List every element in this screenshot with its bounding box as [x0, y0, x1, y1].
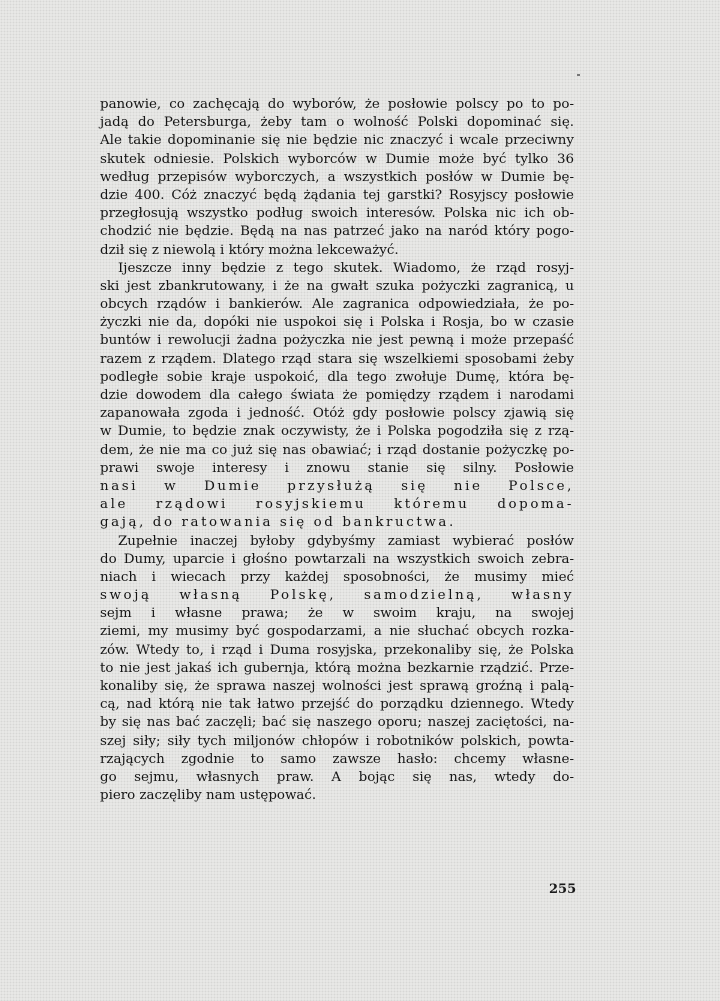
text-line: to nie jest jakaś ich gubernja, którą można bezkarnie rządzić. Prze-: [100, 660, 574, 676]
text-line: dzie dowodem dla całego świata że pomiędzy rządem i narodami: [100, 388, 574, 403]
text-line: rzających zgodnie to samo zawsze hasło: chcemy własne-: [100, 751, 574, 767]
text-line: dem, że nie ma co już się nas obawiać; i rząd dostanie pożyczkę po-: [100, 442, 574, 458]
text-line: Ale takie dopominanie się nie będzie nic znaczyć i wcale przeciwny: [100, 133, 574, 149]
page-number: 255: [549, 882, 577, 897]
text-line-spaced: swoją własną Polskę, samodzielną, własny: [100, 588, 574, 604]
text-line: sejm i własne prawa; że w swoim kraju, na swojej: [100, 606, 574, 622]
text-line: zów. Wtedy to, i rząd i Duma rosyjska, przekonaliby się, że Polska: [100, 642, 574, 658]
text-line-spaced: ale rządowi rosyjskiemu któremu dopoma-: [100, 497, 574, 513]
text-line: piero zaczęliby nam ustępować.: [100, 788, 317, 804]
text-line: ziemi, my musimy być gospodarzami, a nie słuchać obcych rozka-: [100, 624, 574, 640]
print-speck: [577, 74, 580, 76]
text-line: według przepisów wyborczych, a wszystkich posłów w Dumie bę-: [100, 169, 574, 185]
text-line: Ijeszcze inny będzie z tego skutek. Wiadomo, że rząd rosyj-: [118, 260, 574, 276]
text-line: obcych rządów i bankierów. Ale zagranica odpowiedziała, że po-: [100, 297, 574, 313]
paragraph: [100, 96, 574, 260]
text-line: zapanowała zgoda i jedność. Otóż gdy posłowie polscy zjawią się: [100, 406, 574, 422]
text-line: chodzić nie będzie. Będą na nas patrzeć jako na naród który pogo-: [100, 224, 574, 240]
text-line-spaced: gają, do ratowania się od bankructwa.: [100, 515, 456, 531]
text-line: jadą do Petersburga, żeby tam o wolność Polski dopominać się.: [100, 115, 574, 131]
text-line: go sejmu, własnych praw. A bojąc się nas, wtedy do-: [100, 769, 574, 785]
text-line: buntów i rewolucji żadna pożyczka nie jest pewną i może przepaść: [100, 333, 574, 349]
text-line: konaliby się, że sprawa naszej wolności jest sprawą groźną i palą-: [100, 679, 574, 694]
body-text: [100, 96, 574, 805]
text-line: prawi swoje interesy i znowu stanie się silny. Posłowie: [100, 460, 574, 476]
paragraph: [100, 533, 574, 806]
text-line: cą, nad którą nie tak łatwo przejść do porządku dziennego. Wtedy: [100, 697, 574, 713]
text-line: by się nas bać zaczęli; bać się naszego oporu; naszej zaciętości, na-: [100, 715, 574, 731]
text-line: Zupełnie inaczej byłoby gdybyśmy zamiast wybierać posłów: [118, 533, 574, 549]
text-line: życzki nie da, dopóki nie uspokoi się i Polska i Rosja, bo w czasie: [100, 315, 574, 331]
text-line: panowie, co zachęcają do wyborów, że posłowie polscy po to po-: [100, 97, 574, 112]
text-line: przegłosują wszystko podług swoich interesów. Polska nic ich ob-: [100, 206, 574, 222]
text-line: podległe sobie kraje uspokoić, dla tego zwołuje Dumę, która bę-: [100, 369, 574, 385]
text-line: dzie 400. Cóż znaczyć będą żądania tej garstki? Rosyjscy posłowie: [100, 187, 574, 203]
text-line: w Dumie, to będzie znak oczywisty, że i Polska pogodziła się z rzą-: [100, 424, 574, 440]
text-line: ski jest zbankrutowany, i że na gwałt szuka pożyczki zagranicą, u: [100, 278, 574, 294]
text-line: do Dumy, uparcie i głośno powtarzali na wszystkich swoich zebra-: [100, 551, 574, 567]
text-line: razem z rządem. Dlatego rząd stara się wszelkiemi sposobami żeby: [100, 351, 574, 367]
text-line: dził się z niewolą i który można lekceważyć.: [100, 242, 399, 258]
text-line: skutek odniesie. Polskich wyborców w Dumie może być tylko 36: [100, 151, 574, 167]
text-line-spaced: nasi w Dumie przysłużą się nie Polsce,: [100, 478, 574, 494]
paragraph: [100, 260, 574, 533]
text-line: niach i wiecach przy każdej sposobności, że musimy mieć: [100, 569, 574, 585]
text-line: szej siły; siły tych miljonów chłopów i robotników polskich, powta-: [100, 733, 574, 749]
